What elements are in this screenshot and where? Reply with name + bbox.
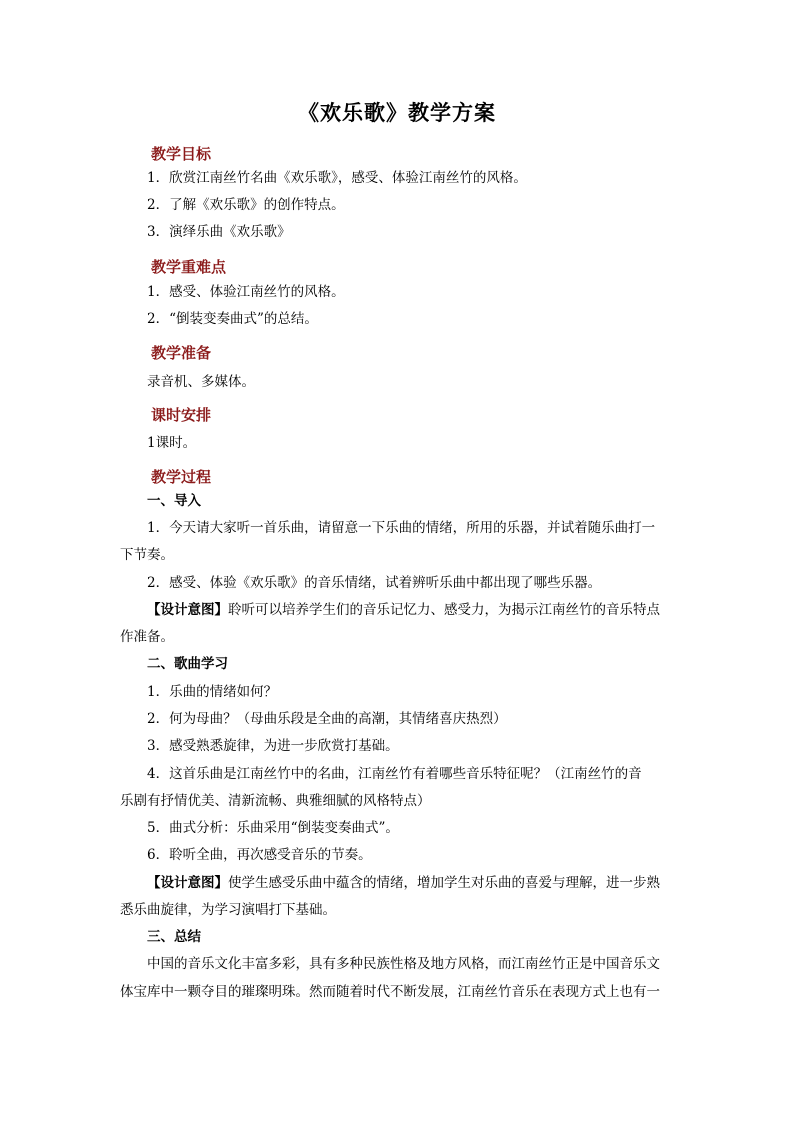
song-item-2: 2．何为母曲？（母曲乐段是全曲的高潮，其情绪喜庆热烈） [147,711,507,727]
heading-schedule: 课时安排 [151,406,212,424]
goal-item-2: 2．了解《欢乐歌》的创作特点。 [147,197,345,213]
heading-teaching-goals: 教学目标 [151,145,212,163]
song-item-4-line-2: 乐剧有抒情优美、清新流畅、典雅细腻的风格特点） [120,793,431,809]
process-song-title: 二、歌曲学习 [147,656,228,672]
intro-item-2: 2．感受、体验《欢乐歌》的音乐情绪，试着辨听乐曲中都出现了哪些乐器。 [147,575,602,591]
document-title: 《欢乐歌》教学方案 [298,100,496,125]
key-point-item-2: 2．“倒装变奏曲式”的总结。 [147,311,318,327]
goal-item-1: 1．欣赏江南丝竹名曲《欢乐歌》，感受、体验江南丝竹的风格。 [147,170,527,186]
song-item-4-line-1: 4．这首乐曲是江南丝竹中的名曲，江南丝竹有着哪些音乐特征呢？（江南丝竹的音 [147,766,642,782]
heading-preparation: 教学准备 [151,344,212,362]
song-item-6: 6．聆听全曲，再次感受音乐的节奏。 [147,847,372,863]
song-item-1: 1．乐曲的情绪如何？ [147,684,278,700]
song-design-intent [147,873,660,893]
intro-item-1-line-1: 1．今天请大家听一首乐曲，请留意一下乐曲的情绪，所用的乐器，并试着随乐曲打一 [147,520,656,536]
intro-design-text-2: 作准备。 [120,629,174,645]
heading-key-points: 教学重难点 [151,258,227,276]
summary-line-2: 体宝库中一颗夺目的璀璨明珠。然而随着时代不断发展，江南丝竹音乐在表现方式上也有一 [120,984,660,1000]
intro-item-1-line-2: 下节奏。 [120,547,174,563]
process-summary-title: 三、总结 [147,929,201,945]
intro-design-intent [147,600,660,620]
song-item-5: 5．曲式分析：乐曲采用“倒装变奏曲式”。 [147,820,399,836]
song-design-text-1: 使学生感受乐曲中蕴含的情绪，增加学生对乐曲的喜爱与理解，进一步熟 [228,875,660,891]
process-intro-title: 一、导入 [147,493,201,509]
preparation-text: 录音机、多媒体。 [147,374,255,390]
goal-item-3: 3．演绎乐曲《欢乐歌》 [147,224,291,240]
song-item-3: 3．感受熟悉旋律，为进一步欣赏打基础。 [147,738,399,754]
heading-process: 教学过程 [151,468,212,486]
design-intent-label: 【设计意图】 [147,602,228,618]
song-design-text-2: 悉乐曲旋律，为学习演唱打下基础。 [120,902,336,918]
key-point-item-1: 1．感受、体验江南丝竹的风格。 [147,284,345,300]
summary-line-1: 中国的音乐文化丰富多彩，具有多种民族性格及地方风格，而江南丝竹正是中国音乐文 [147,956,660,972]
intro-design-text-1: 聆听可以培养学生们的音乐记忆力、感受力，为揭示江南丝竹的音乐特点 [228,602,660,618]
schedule-text: 1课时。 [147,435,197,451]
design-intent-label: 【设计意图】 [147,875,228,891]
